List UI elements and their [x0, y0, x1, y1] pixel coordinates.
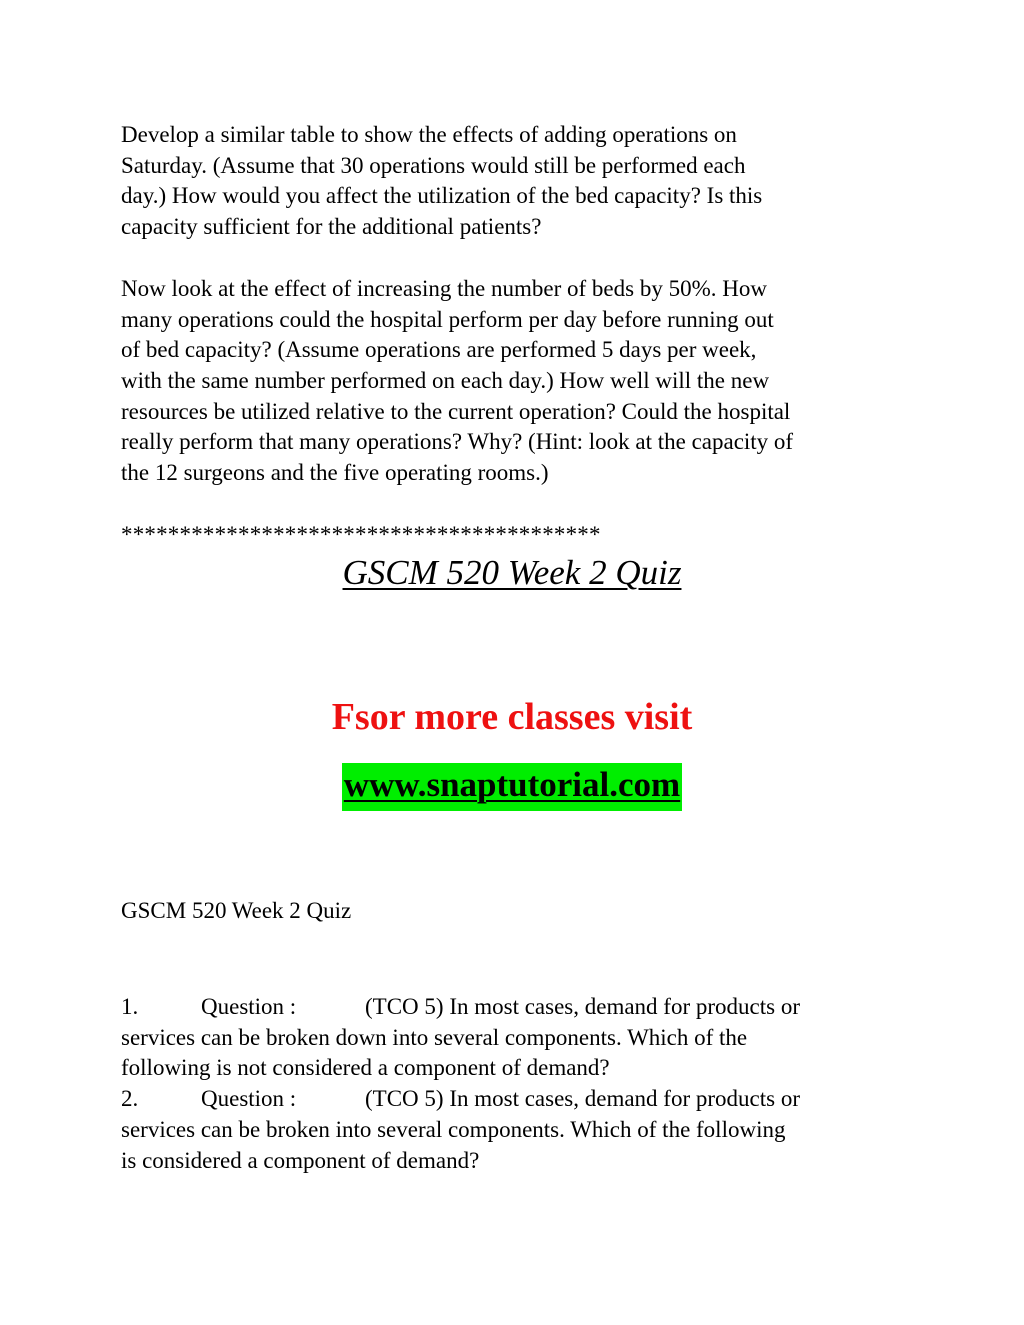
question-text-first-line: (TCO 5) In most cases, demand for products or [365, 994, 800, 1019]
question-header [121, 992, 911, 1023]
question-number: 1. [121, 994, 139, 1019]
question-text-continued: services can be broken down into several components. Which of the following is not considered a component of demand? [121, 1024, 748, 1081]
question-item [121, 1084, 911, 1176]
question-header [121, 1084, 911, 1115]
paragraph-bed-capacity: Now look at the effect of increasing the number of beds by 50%. How many operations could the hospital perform per day before running out of bed capacity? (Assume operations are performed 5 days per week, with the same number performed on each day.) How well will the new resources be utilized relative to the current operation? Could the hospital really perform that many operations? Why? (Hint: look at the capacity of the 12 surgeons and the five operating rooms.) [121, 275, 794, 486]
visit-banner-text: Fsor more classes visit [331, 696, 693, 738]
question-item [121, 992, 911, 1084]
site-link[interactable]: www.snaptutorial.com [342, 763, 682, 811]
question-text-continued: services can be broken into several components. Which of the following is considered a component of demand? [121, 1116, 786, 1173]
quiz-heading: GSCM 520 Week 2 Quiz [121, 898, 352, 923]
site-link-wrapper [0, 763, 1024, 811]
paragraph-saturday-operations: Develop a similar table to show the effects of adding operations on Saturday. (Assume that 30 operations would still be performed each day.) How would you affect the utilization of the bed capacity? Is this capacity sufficient for the additional patients? [121, 122, 763, 240]
question-list [121, 992, 911, 1176]
quiz-title: GSCM 520 Week 2 Quiz [342, 553, 682, 592]
question-label: Question : [201, 994, 297, 1019]
question-label: Question : [201, 1086, 297, 1112]
question-text-first-line: (TCO 5) In most cases, demand for products or [365, 1086, 800, 1112]
asterisk-separator: ***************************************** [121, 521, 601, 547]
document-body [121, 120, 921, 550]
question-number: 2. [121, 1086, 139, 1112]
